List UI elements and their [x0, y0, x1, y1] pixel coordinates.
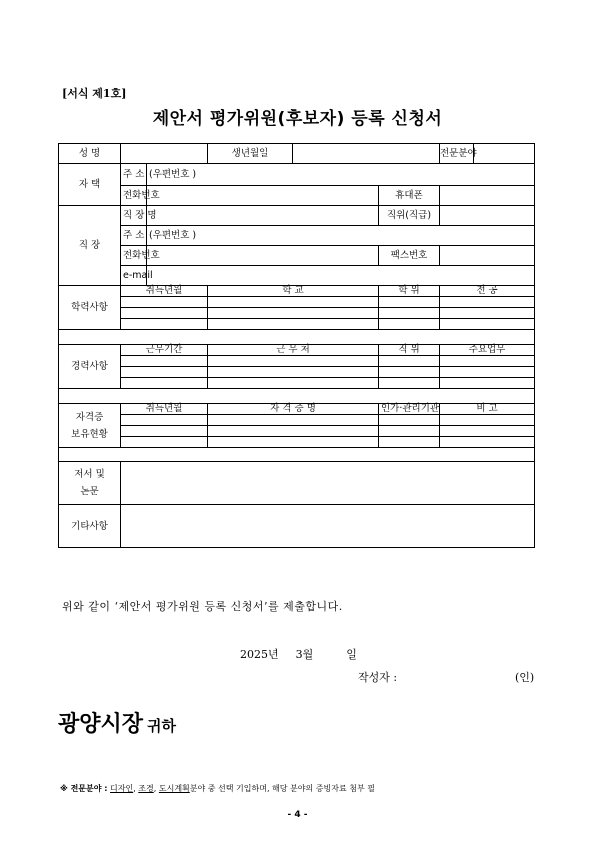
- career-cell[interactable]: [379, 378, 440, 389]
- education-cell[interactable]: [208, 297, 379, 308]
- license-cell[interactable]: [379, 415, 440, 426]
- work-company-row: [59, 206, 535, 226]
- education-cell[interactable]: [379, 308, 440, 319]
- license-cell[interactable]: [379, 437, 440, 448]
- birth-value[interactable]: [293, 144, 440, 164]
- work-company-label: 직 장 명: [121, 206, 147, 226]
- license-header-row: [59, 404, 535, 415]
- date-month: 3월: [295, 648, 314, 661]
- license-cell[interactable]: [208, 437, 379, 448]
- date-day: 일: [346, 648, 357, 661]
- education-col-degree: 학 위: [379, 286, 440, 297]
- education-cell[interactable]: [440, 308, 535, 319]
- career-col-period: 근무기간: [121, 345, 208, 356]
- education-col-school: 학 교: [208, 286, 379, 297]
- spacer-row: [59, 389, 535, 404]
- fax-value[interactable]: [440, 246, 535, 266]
- education-cell[interactable]: [121, 297, 208, 308]
- work-email-row: [59, 266, 535, 286]
- career-col-position: 직 위: [379, 345, 440, 356]
- fax-label: 팩스번호: [379, 246, 440, 266]
- footnote-field2: 조경: [138, 784, 154, 793]
- seal-label: (인): [515, 671, 535, 684]
- writer-label: 작성자 :: [358, 671, 398, 684]
- home-address-value[interactable]: (우편번호 ): [147, 164, 535, 186]
- home-phone-label: 전화번호: [121, 186, 147, 206]
- education-cell[interactable]: [208, 308, 379, 319]
- work-phone-label: 전화번호: [121, 246, 147, 266]
- education-row: [59, 308, 535, 319]
- declaration-text: 위와 같이 ‘제안서 평가위원 등록 신청서’를 제출합니다.: [62, 600, 343, 613]
- work-position-value[interactable]: [440, 206, 535, 226]
- education-row: [59, 297, 535, 308]
- date-line: [240, 646, 357, 662]
- license-cell[interactable]: [440, 437, 535, 448]
- license-cell[interactable]: [208, 426, 379, 437]
- books-section-label: [59, 462, 121, 505]
- birth-label: 생년월일: [208, 144, 293, 164]
- education-section-label: 학력사항: [59, 286, 121, 330]
- career-col-duties: 주요업무: [440, 345, 535, 356]
- name-row: [59, 144, 535, 164]
- education-cell[interactable]: [440, 319, 535, 330]
- license-section-line1: 자격증: [75, 411, 104, 423]
- license-cell[interactable]: [440, 426, 535, 437]
- career-row: [59, 367, 535, 378]
- career-cell[interactable]: [208, 367, 379, 378]
- work-phone-value[interactable]: [147, 246, 379, 266]
- other-value[interactable]: [121, 505, 535, 548]
- footnote-prefix: ※ 전문분야 :: [60, 784, 108, 793]
- career-cell[interactable]: [440, 356, 535, 367]
- home-phone-value[interactable]: [147, 186, 379, 206]
- field-label: 전문분야: [440, 144, 474, 164]
- footnote-field3: 도시계획: [158, 784, 190, 793]
- page-number: - 4 -: [287, 810, 308, 820]
- home-section-label: 자 택: [59, 164, 121, 206]
- application-form-table: [58, 143, 535, 548]
- mobile-value[interactable]: [440, 186, 535, 206]
- books-line1: 저서 및: [74, 469, 105, 480]
- work-position-label: 직위(직급): [379, 206, 440, 226]
- license-section-line2: 보유현황: [71, 428, 108, 440]
- license-cell[interactable]: [121, 426, 208, 437]
- books-value[interactable]: [121, 462, 535, 505]
- career-cell[interactable]: [379, 367, 440, 378]
- education-cell[interactable]: [379, 297, 440, 308]
- career-section-label: 경력사항: [59, 345, 121, 389]
- career-cell[interactable]: [440, 367, 535, 378]
- addressee-suffix: 귀하: [147, 717, 176, 735]
- license-row: [59, 415, 535, 426]
- field-value[interactable]: [474, 144, 535, 164]
- addressee-name: 광양시장: [58, 712, 144, 737]
- education-row: [59, 319, 535, 330]
- license-cell[interactable]: [121, 437, 208, 448]
- work-company-value[interactable]: [147, 206, 379, 226]
- footnote-sep: ,: [153, 784, 157, 793]
- education-cell[interactable]: [121, 308, 208, 319]
- license-col-agency: 인가·관리기관: [379, 404, 440, 415]
- name-label: 성 명: [59, 144, 121, 164]
- date-year: 2025년: [240, 648, 279, 661]
- name-value[interactable]: [121, 144, 208, 164]
- work-address-value[interactable]: (우편번호 ): [147, 226, 535, 246]
- education-cell[interactable]: [440, 297, 535, 308]
- footnote-field1: 디자인: [110, 784, 134, 793]
- work-address-row: [59, 226, 535, 246]
- license-row: [59, 426, 535, 437]
- education-cell[interactable]: [379, 319, 440, 330]
- page-title: 제안서 평가위원(후보자) 등록 신청서: [152, 109, 443, 129]
- career-header-row: [59, 345, 535, 356]
- career-row: [59, 356, 535, 367]
- education-cell[interactable]: [208, 319, 379, 330]
- addressee: [58, 707, 176, 738]
- education-col-major: 전 공: [440, 286, 535, 297]
- career-cell[interactable]: [379, 356, 440, 367]
- license-row: [59, 437, 535, 448]
- license-col-remarks: 비 고: [440, 404, 535, 415]
- work-phone-row: [59, 246, 535, 266]
- career-row: [59, 378, 535, 389]
- education-header-row: [59, 286, 535, 297]
- mobile-label: 휴대폰: [379, 186, 440, 206]
- email-label: e-mail: [121, 266, 147, 286]
- home-phone-row: [59, 186, 535, 206]
- footnote-sep: ,: [133, 784, 136, 793]
- career-cell[interactable]: [121, 367, 208, 378]
- career-cell[interactable]: [208, 356, 379, 367]
- spacer-row: [59, 448, 535, 462]
- education-cell[interactable]: [121, 319, 208, 330]
- work-section-label: 직 장: [59, 206, 121, 286]
- books-row: [59, 462, 535, 505]
- home-address-label: 주 소: [121, 164, 147, 186]
- license-section-label: [59, 404, 121, 448]
- books-line2: 논문: [80, 486, 99, 497]
- career-cell[interactable]: [121, 378, 208, 389]
- other-section-label: 기타사항: [59, 505, 121, 548]
- career-col-workplace: 근 무 처: [208, 345, 379, 356]
- license-col-date: 취득년월: [121, 404, 208, 415]
- license-cell[interactable]: [208, 415, 379, 426]
- email-value[interactable]: [147, 266, 535, 286]
- career-cell[interactable]: [440, 378, 535, 389]
- license-cell[interactable]: [440, 415, 535, 426]
- home-address-row: [59, 164, 535, 186]
- education-col-date: 취득년월: [121, 286, 208, 297]
- license-cell[interactable]: [379, 426, 440, 437]
- career-cell[interactable]: [121, 356, 208, 367]
- footnote-rest: 분야 중 선택 기입하며, 해당 분야의 증빙자료 첨부 필: [189, 784, 375, 793]
- career-cell[interactable]: [208, 378, 379, 389]
- license-cell[interactable]: [121, 415, 208, 426]
- work-address-label: 주 소: [121, 226, 147, 246]
- footnote: [60, 783, 375, 794]
- spacer-row: [59, 330, 535, 345]
- license-col-name: 자 격 증 명: [208, 404, 379, 415]
- form-number: [서식 제1호]: [62, 87, 127, 100]
- other-row: [59, 505, 535, 548]
